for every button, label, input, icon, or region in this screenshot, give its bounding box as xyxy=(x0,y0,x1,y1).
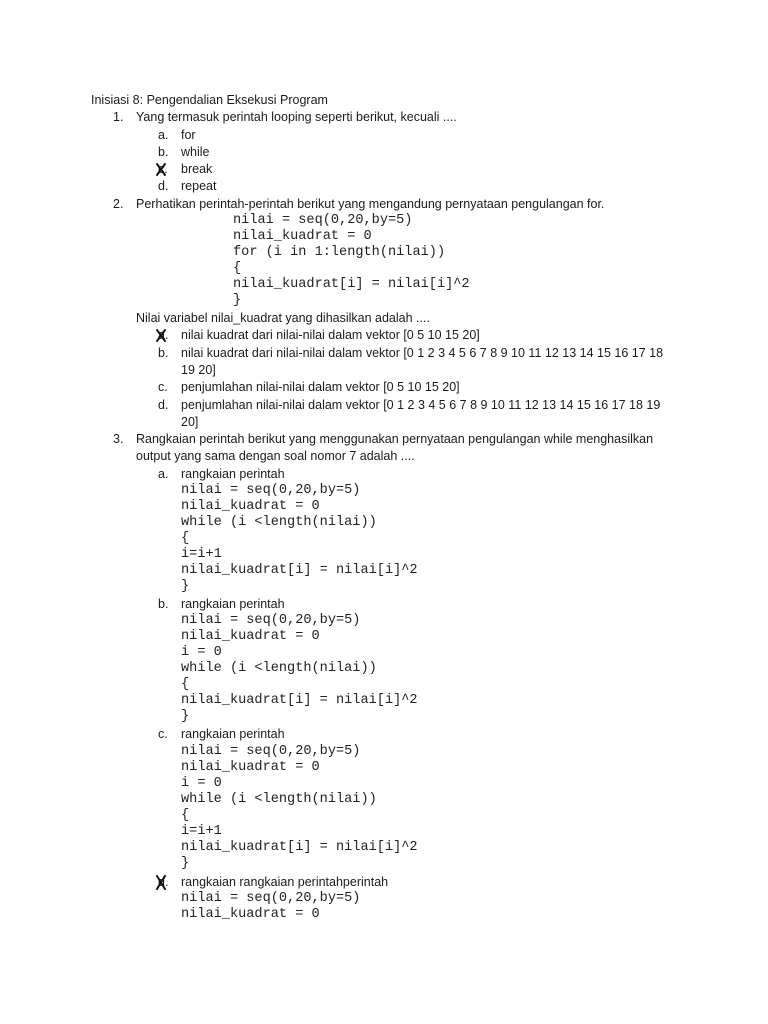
question-3 xyxy=(0,431,768,923)
code-line: } xyxy=(181,579,190,595)
code-line: nilai_kuadrat[i] = nilai[i]^2 xyxy=(181,693,418,709)
question-1 xyxy=(0,109,768,195)
question-stem xyxy=(0,196,768,213)
option-text: rangkaian perintah xyxy=(181,597,285,612)
option-label: b. xyxy=(158,597,169,612)
option-text: 20] xyxy=(181,414,199,429)
code-line: nilai_kuadrat = 0 xyxy=(181,906,320,922)
prompt-text: Nilai variabel nilai_kuadrat yang dihasilkan adalah .... xyxy=(136,311,430,326)
option-label: d. xyxy=(158,397,169,412)
code-line: nilai_kuadrat = 0 xyxy=(181,629,320,645)
code-line: nilai_kuadrat = 0 xyxy=(181,499,320,515)
option-text: penjumlahan nilai-nilai dalam vektor [0 5 10 15 20] xyxy=(181,380,460,395)
option-d xyxy=(0,397,768,414)
option-label: a. xyxy=(158,328,169,343)
option-text: break xyxy=(181,162,213,177)
option-text: rangkaian rangkaian perintahperintah xyxy=(181,874,389,889)
option-text: repeat xyxy=(181,179,217,194)
question-stem xyxy=(0,431,768,448)
option-label: a. xyxy=(158,127,169,142)
question-stem xyxy=(0,109,768,126)
option-c xyxy=(0,161,768,178)
option-text: rangkaian perintah xyxy=(181,727,285,742)
page-title: Inisiasi 8: Pengendalian Eksekusi Program xyxy=(91,93,328,107)
question-text: Perhatikan perintah-perintah berikut yang mengandung pernyataan pengulangan for. xyxy=(136,196,605,211)
option-text: penjumlahan nilai-nilai dalam vektor [0 1 2 3 4 5 6 7 8 9 10 11 12 13 14 15 16 17 18 19 xyxy=(181,397,661,412)
option-a xyxy=(0,127,768,144)
option-text: for xyxy=(181,127,196,142)
option-text: while xyxy=(181,144,210,159)
option-label: d. xyxy=(158,874,169,889)
code-line: nilai_kuadrat[i] = nilai[i]^2 xyxy=(233,277,470,293)
option-d xyxy=(0,874,768,891)
question-stem-continued xyxy=(0,448,768,465)
cross-mark-icon xyxy=(155,875,167,890)
code-line: nilai = seq(0,20,by=5) xyxy=(233,213,413,229)
code-line: { xyxy=(181,531,190,547)
question-text: Yang termasuk perintah looping seperti berikut, kecuali .... xyxy=(136,110,457,125)
option-label: a. xyxy=(158,466,169,481)
code-line: for (i in 1:length(nilai)) xyxy=(233,245,446,261)
option-label: c. xyxy=(158,162,168,177)
code-line: while (i <length(nilai)) xyxy=(181,791,377,807)
code-line: } xyxy=(181,709,190,725)
option-text: rangkaian perintah xyxy=(181,466,285,481)
option-label: c. xyxy=(158,727,168,742)
code-line: nilai_kuadrat = 0 xyxy=(233,229,372,245)
option-a xyxy=(0,466,768,483)
cross-mark-icon xyxy=(155,328,167,343)
code-line: i = 0 xyxy=(181,645,222,661)
question-2 xyxy=(0,196,768,431)
option-d xyxy=(0,178,768,195)
option-c xyxy=(0,726,768,743)
option-label: b. xyxy=(158,345,169,360)
code-line: nilai = seq(0,20,by=5) xyxy=(181,613,361,629)
code-line: { xyxy=(233,261,242,277)
option-label: c. xyxy=(158,380,168,395)
document-page xyxy=(0,92,768,923)
code-line: while (i <length(nilai)) xyxy=(181,515,377,531)
code-block xyxy=(0,744,768,872)
option-text: 19 20] xyxy=(181,362,216,377)
option-text: nilai kuadrat dari nilai-nilai dalam vektor [0 5 10 15 20] xyxy=(181,328,480,343)
code-line: } xyxy=(233,293,242,309)
option-a xyxy=(0,327,768,344)
option-d-continued xyxy=(0,414,768,431)
option-b xyxy=(0,144,768,161)
option-label: b. xyxy=(158,144,169,159)
option-text: nilai kuadrat dari nilai-nilai dalam vektor [0 1 2 3 4 5 6 7 8 9 10 11 12 13 14 15 16 17 18 xyxy=(181,345,664,360)
code-line: while (i <length(nilai)) xyxy=(181,661,377,677)
code-block xyxy=(0,483,768,595)
code-line: nilai_kuadrat = 0 xyxy=(181,759,320,775)
question-text: Rangkaian perintah berikut yang menggunakan pernyataan pengulangan while menghasilkan xyxy=(136,432,654,447)
option-b-continued xyxy=(0,362,768,379)
option-c xyxy=(0,379,768,396)
code-line: } xyxy=(181,855,190,871)
question-text: output yang sama dengan soal nomor 7 adalah .... xyxy=(136,449,415,464)
code-block xyxy=(0,613,768,725)
option-label: d. xyxy=(158,179,169,194)
code-line: i = 0 xyxy=(181,775,222,791)
question-number: 2. xyxy=(113,196,124,211)
code-block xyxy=(0,891,768,923)
code-line: i=i+1 xyxy=(181,547,222,563)
code-line: nilai_kuadrat[i] = nilai[i]^2 xyxy=(181,563,418,579)
cross-mark-icon xyxy=(155,162,167,177)
question-prompt xyxy=(0,310,768,327)
code-line: nilai = seq(0,20,by=5) xyxy=(181,743,361,759)
code-line: { xyxy=(181,677,190,693)
option-b xyxy=(0,596,768,613)
code-line: nilai = seq(0,20,by=5) xyxy=(181,483,361,499)
code-block xyxy=(0,213,768,309)
option-b xyxy=(0,345,768,362)
code-line: nilai = seq(0,20,by=5) xyxy=(181,890,361,906)
code-line: nilai_kuadrat[i] = nilai[i]^2 xyxy=(181,839,418,855)
code-line: { xyxy=(181,807,190,823)
code-line: i=i+1 xyxy=(181,823,222,839)
question-number: 1. xyxy=(113,110,124,125)
question-number: 3. xyxy=(113,432,124,447)
